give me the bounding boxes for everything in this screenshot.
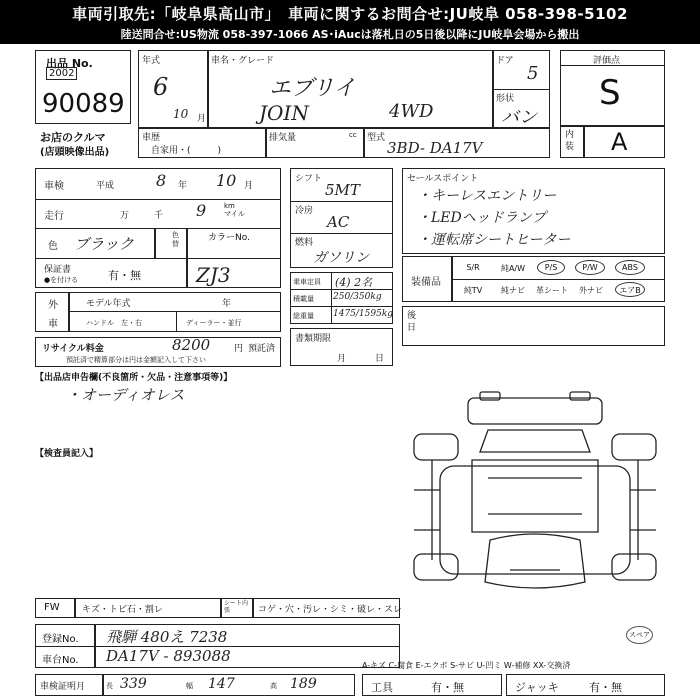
load-value: 250/350kg — [333, 292, 382, 302]
equip-alloy-wheels: 純A/W — [500, 264, 526, 273]
ac-label: 冷房 — [295, 206, 314, 216]
equip-tv: 純TV — [463, 286, 483, 295]
inspector-label: 【検査員記入】 — [35, 449, 99, 459]
equip-leather: 革シート — [536, 286, 568, 295]
back-later-label: 後日 — [407, 311, 417, 333]
doors-value: 5 — [527, 63, 539, 84]
inspection-era: 平成 — [96, 181, 115, 191]
cert-label: 車検証明月 — [40, 682, 86, 692]
seat-label: シート内張 — [224, 600, 249, 614]
car-diagram — [410, 390, 660, 598]
color-label: 色 — [48, 241, 58, 252]
fuel-value: ガソリン — [313, 250, 369, 266]
score-box — [560, 50, 665, 158]
length-label: 長 — [106, 682, 113, 690]
registration-value: 飛騨 480え 7238 — [106, 628, 228, 646]
score-label: 評価点 — [593, 56, 621, 66]
displacement-label: 排気量 — [269, 133, 297, 143]
doors-label: ドア — [496, 56, 514, 66]
year-label: 年式 — [142, 56, 161, 66]
reg-expiry-day: 日 — [375, 354, 385, 364]
color-repaint: 色替 — [172, 231, 179, 248]
inspection-year-unit: 年 — [178, 181, 188, 191]
interior-value: A — [611, 128, 628, 156]
mileage-man: 万 — [120, 211, 130, 221]
warranty-sub: ●を付ける — [44, 276, 79, 284]
details-box — [35, 168, 281, 288]
warranty-label: 保証書 — [44, 265, 72, 275]
notes-label: 【出品店申告欄(不良箇所・欠品・注意事項等)】 — [35, 373, 233, 383]
weight-box — [290, 272, 393, 324]
month-unit: 月 — [197, 114, 207, 124]
jack-label: ジャッキ — [515, 681, 559, 694]
capacity-label: 乗車定員 — [293, 278, 321, 286]
header-line1: 車両引取先:「岐阜県高山市」 車両に関するお問合せ:JU岐阜 058-398-5102 — [72, 5, 628, 23]
capacity-value: (4) 2名 — [335, 276, 373, 289]
foreign-box — [35, 292, 281, 332]
model-year-unit: 年 — [222, 299, 232, 309]
interior-label: 内装 — [565, 130, 575, 152]
defect-items: キズ・トビ石・割レ — [82, 605, 163, 615]
recycle-status: 預託済 — [248, 344, 276, 354]
mileage-value: 9 — [196, 201, 207, 220]
jack-value: 有・無 — [589, 681, 622, 694]
reg-expiry-month: 月 — [337, 354, 347, 364]
lot-number: 90089 — [42, 89, 125, 119]
equip-power-windows: P/W — [582, 263, 598, 272]
recycle-label: リサイクル料金 — [42, 344, 104, 354]
defects-box — [35, 598, 403, 618]
jack-box — [506, 674, 665, 696]
car-grade: JOIN — [259, 101, 309, 125]
equip-power-steering: P/S — [544, 263, 558, 272]
gross-value: 1475/1595kg — [333, 309, 394, 319]
equipment-box — [402, 256, 665, 302]
defect-legend: A-キズ C-腐食 E-エクボ S-サビ U-凹ミ W-補修 XX-交換済 — [362, 661, 571, 670]
month-value: 10 — [173, 107, 189, 121]
vehicle-box — [138, 50, 550, 158]
car-name: エブリイ — [269, 76, 356, 101]
color-code-label: カラーNo. — [208, 233, 250, 243]
reg-expiry-label: 書類期限 — [295, 334, 332, 344]
shift-value: 5MT — [325, 181, 360, 199]
sales-point-item: ・LEDヘッドランプ — [417, 210, 546, 226]
mileage-label: 走行 — [44, 211, 64, 222]
equip-abs: ABS — [622, 263, 638, 272]
use-label: 車歴 — [142, 133, 161, 143]
load-label: 積載量 — [293, 295, 314, 303]
spare-label: スペア — [626, 626, 653, 644]
model-label: 型式 — [367, 133, 386, 143]
tools-label: 工具 — [371, 681, 393, 694]
shop-label-2: (店頭映像出品) — [40, 147, 110, 158]
color-value: ブラック — [74, 235, 134, 253]
mileage-unit: km マイル — [224, 202, 245, 218]
reg-expiry-box — [290, 328, 393, 366]
sales-point-item: ・運転席シートヒーター — [417, 232, 571, 248]
equip-ext-navi: 外ナビ — [579, 286, 603, 295]
registration-box — [35, 624, 400, 668]
width-value: 147 — [208, 676, 235, 692]
handle-label: ハンドル 左・右 — [86, 319, 142, 327]
notes-text: ・オーディオレス — [66, 386, 185, 404]
dealer-label: ディーラー・並行 — [186, 319, 242, 327]
shop-label-1: お店のクルマ — [40, 131, 106, 144]
foreign-label-2: 車 — [48, 319, 58, 330]
inspection-label: 車検 — [44, 181, 64, 192]
tools-box — [362, 674, 502, 696]
spec-box — [290, 168, 393, 268]
tools-value: 有・無 — [431, 681, 464, 694]
chassis-label: 車台No. — [42, 655, 79, 666]
height-value: 189 — [290, 676, 317, 692]
model-value: 3BD- DA17V — [387, 139, 483, 157]
registration-label: 登録No. — [42, 634, 79, 645]
inspection-month: 10 — [216, 171, 237, 190]
header-line2: 陸送問合せ:US物流 058-397-1066 AS･iAucは落札日の5日後以降にJU岐阜会場から搬出 — [120, 28, 580, 41]
inspection-year: 8 — [156, 171, 167, 190]
recycle-box — [35, 337, 281, 367]
back-later-box — [402, 306, 665, 346]
equipment-label: 装備品 — [411, 277, 441, 288]
cc-unit: cc — [349, 131, 357, 139]
recycle-value: 8200 — [172, 336, 211, 354]
shift-label: シフト — [295, 174, 323, 184]
equip-navi: 純ナビ — [501, 286, 525, 295]
foreign-label-1: 外 — [48, 300, 58, 311]
lot-box — [35, 50, 131, 124]
lot-label: 出品 No. — [46, 57, 93, 70]
fuel-label: 燃料 — [295, 238, 314, 248]
length-value: 339 — [120, 676, 147, 692]
sales-points-label: セールスポイント — [407, 174, 479, 184]
name-label: 車名・グレード — [211, 56, 275, 66]
equip-airbag: エアB — [619, 286, 641, 295]
car-drive: 4WD — [389, 101, 434, 122]
lot-year: 2002 — [46, 67, 77, 80]
shape-label: 形状 — [496, 94, 515, 104]
sales-point-item: ・キーレスエントリー — [417, 188, 557, 204]
ac-value: AC — [327, 213, 350, 231]
model-year-label: モデル年式 — [86, 299, 131, 309]
cert-box — [35, 674, 355, 696]
inspection-month-unit: 月 — [244, 181, 254, 191]
equip-sunroof: S/R — [466, 263, 480, 272]
header-bar — [0, 0, 700, 44]
chassis-value: DA17V - 893088 — [106, 647, 231, 665]
recycle-note: 預託済で精算部分は円は金額記入して下さい — [66, 356, 206, 364]
score-value: S — [599, 73, 621, 113]
fw-label: FW — [44, 602, 60, 613]
shape-value: バン — [501, 107, 537, 128]
height-label: 高 — [270, 682, 277, 690]
seat-items: コゲ・穴・汚レ・シミ・破レ・スレ — [258, 605, 403, 615]
mileage-sen: 千 — [154, 211, 164, 221]
warranty-options: 有・無 — [108, 269, 141, 282]
width-label: 幅 — [186, 682, 193, 690]
use-value: 自家用・( ) — [151, 146, 222, 156]
color-code: ZJ3 — [196, 263, 231, 287]
year-value: 6 — [153, 73, 169, 101]
gross-label: 総重量 — [293, 312, 314, 320]
sales-points-box — [402, 168, 665, 254]
recycle-unit: 円 — [234, 344, 244, 354]
